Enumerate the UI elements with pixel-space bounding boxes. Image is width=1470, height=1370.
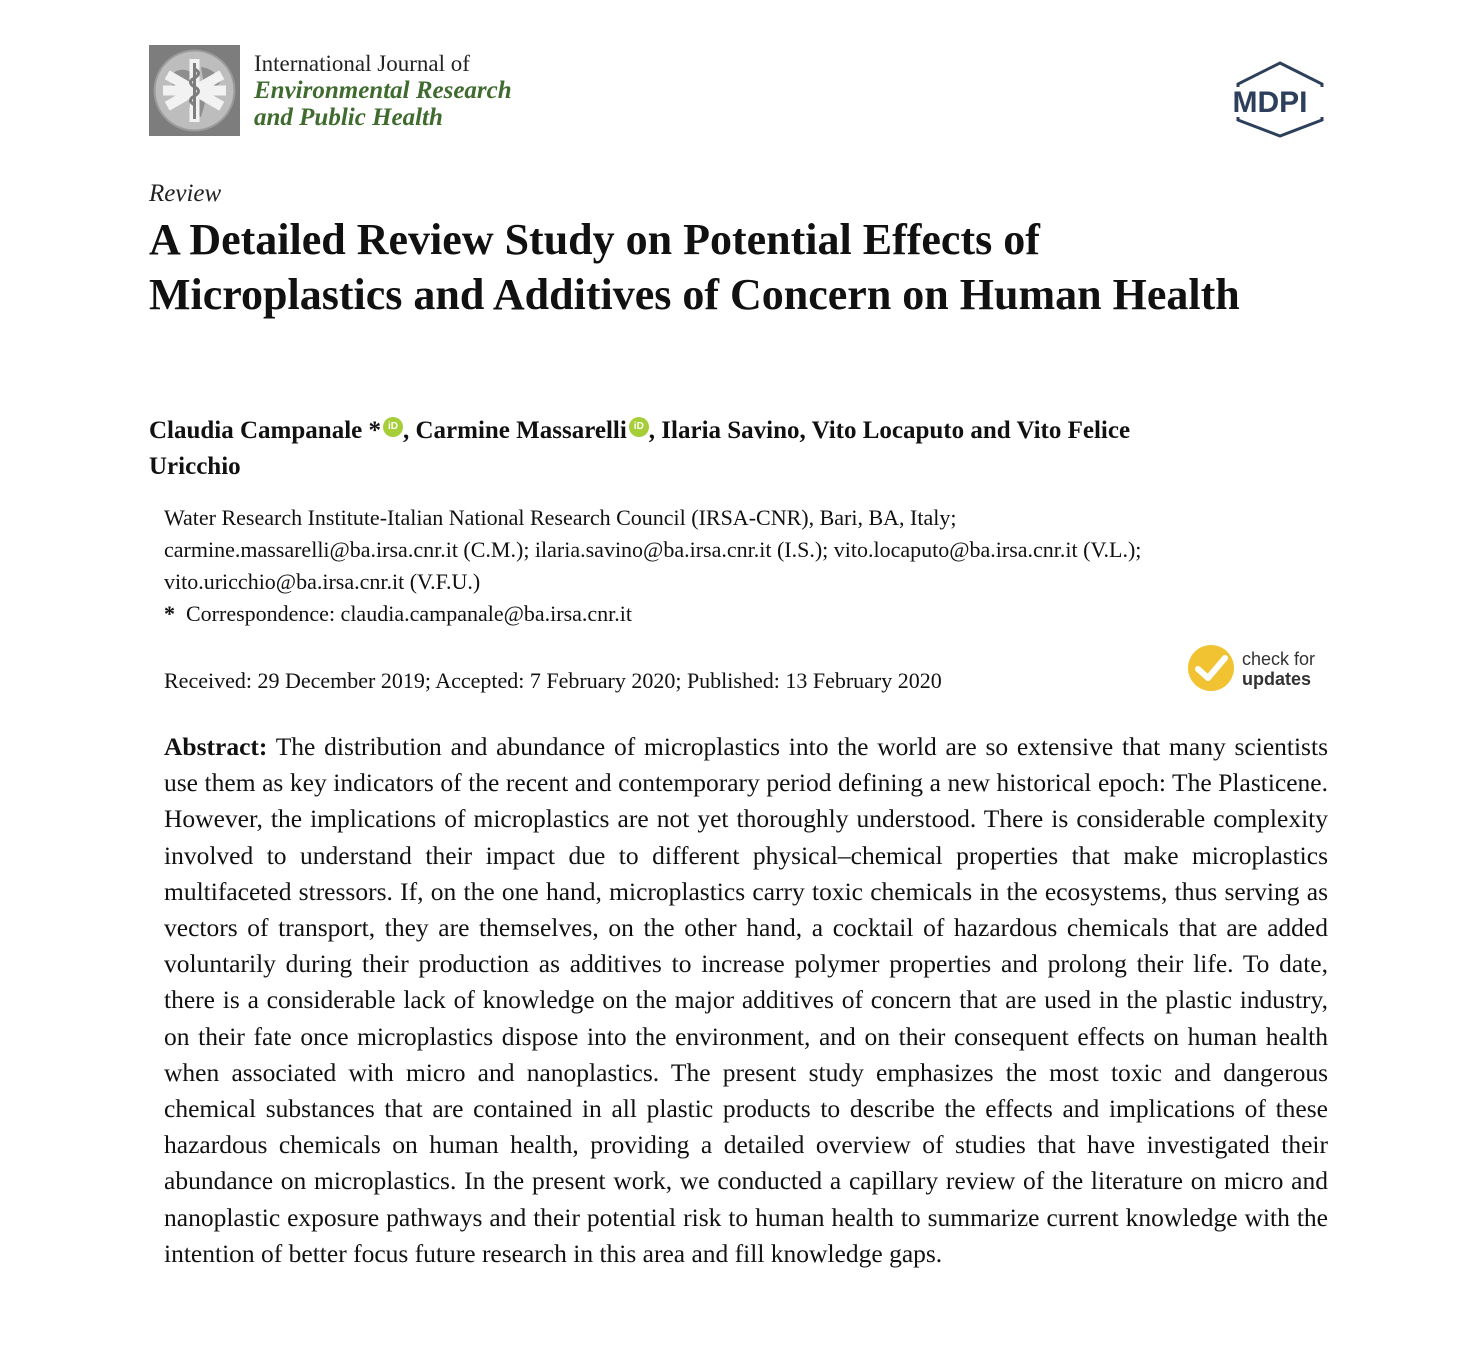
journal-name-line3: and Public Health <box>254 104 443 131</box>
mdpi-logo <box>1210 60 1330 140</box>
author-name: , Carmine Massarelli <box>402 417 627 444</box>
publication-dates: Received: 29 December 2019; Accepted: 7 February 2020; Published: 13 February 2020 <box>164 668 942 693</box>
article-title: A Detailed Review Study on Potential Effects of Microplastics and Additives of Concern on Human Health <box>149 215 1240 319</box>
article-type: Review <box>149 180 222 207</box>
author-emails: carmine.massarelli@ba.irsa.cnr.it (C.M.); ilaria.savino@ba.irsa.cnr.it (I.S.); vito.locaputo@ba.irsa.cnr.it (V.L.); <box>164 537 1142 562</box>
corresponding-author-mark: * <box>362 417 381 444</box>
abstract <box>164 729 1328 1272</box>
check-for-updates-text <box>1242 649 1315 689</box>
affiliation-block <box>164 502 1344 630</box>
author-list <box>149 413 1199 485</box>
affiliation-line: Water Research Institute-Italian National Research Council (IRSA-CNR), Bari, BA, Italy; <box>164 505 957 530</box>
author-emails: vito.uricchio@ba.irsa.cnr.it (V.F.U.) <box>164 569 481 594</box>
journal-name-line2: Environmental Research <box>254 77 512 104</box>
abstract-label: Abstract: <box>164 732 268 761</box>
mdpi-logo-text: MDPI <box>1232 86 1308 119</box>
check-circle-icon <box>1188 645 1234 691</box>
check-for-updates-badge[interactable] <box>1188 645 1333 695</box>
check-for-label: check for <box>1242 649 1316 669</box>
journal-name <box>254 50 512 131</box>
journal-emblem-icon <box>149 45 240 136</box>
correspondence-star: * <box>164 601 175 626</box>
updates-label: updates <box>1242 669 1312 689</box>
correspondence-line <box>164 598 1344 630</box>
journal-name-line1: International Journal of <box>254 51 470 76</box>
abstract-text: The distribution and abundance of microplastics into the world are so extensive that many scientists use them as key indicators of the recent and contemporary period defining a new historical epoch: The Plasticene. However, the implications of microplastics are not yet thoroughly understood. There is considerable complexity involved to understand their impact due to different physical–chemical properties that make microplastics multifaceted stressors. If, on the one hand, microplastics carry toxic chemicals in the ecosystems, thus serving as vectors of transport, they are themselves, on the other hand, a cocktail of hazardous chemicals that are added voluntarily during their production as additives to increase polymer properties and prolong their life. To date, there is a considerable lack of knowledge on the major additives of concern that are used in the plastic industry, on their fate once microplastics dispose into the environment, and on their consequent effects on human health when associated with micro and nanoplastics. The present study emphasizes the most toxic and dangerous chemical substances that are contained in all plastic products to describe the effects and implications of these hazardous chemicals on human health, providing a detailed overview of studies that have investigated their abundance on microplastics. In the present work, we conducted a capillary review of the literature on micro and nanoplastic exposure pathways and their potential risk to human health to summarize current knowledge with the intention of better focus future research in this area and fill knowledge gaps. <box>164 732 1328 1268</box>
author-name: Claudia Campanale <box>149 417 363 444</box>
orcid-icon[interactable]: iD <box>629 417 649 437</box>
orcid-icon[interactable]: iD <box>383 417 403 437</box>
correspondence-text: Correspondence: claudia.campanale@ba.irsa.cnr.it <box>186 601 633 626</box>
author-names: , Ilaria Savino, Vito Locaputo and Vito Felice Uricchio <box>149 417 1131 480</box>
